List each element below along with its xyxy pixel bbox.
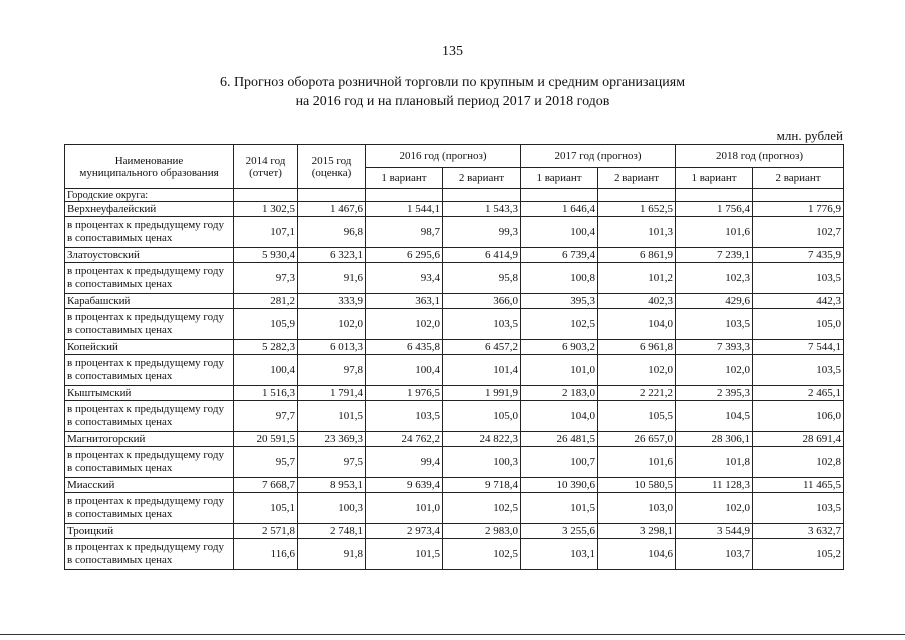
percent-cell: 101,5 [298, 401, 366, 432]
percent-cell: 101,0 [366, 493, 443, 524]
header-2017: 2017 год (прогноз) [521, 145, 676, 168]
table-row [65, 524, 844, 539]
percent-label: в процентах к предыдущему году в сопоставимых ценах [65, 309, 234, 340]
table-row [65, 478, 844, 493]
value-cell: 20 591,5 [234, 432, 298, 447]
table-row [65, 539, 844, 570]
value-cell: 3 255,6 [521, 524, 598, 539]
percent-label: в процентах к предыдущему году в сопоставимых ценах [65, 493, 234, 524]
footer-rule [0, 634, 905, 635]
header-2018-v2: 2 вариант [753, 168, 844, 189]
percent-cell: 102,0 [598, 355, 676, 386]
value-cell: 7 393,3 [676, 340, 753, 355]
municipality-name: Верхнеуфалейский [65, 202, 234, 217]
page-number: 135 [442, 44, 463, 59]
value-cell: 366,0 [443, 294, 521, 309]
percent-cell: 100,8 [521, 263, 598, 294]
percent-cell: 100,7 [521, 447, 598, 478]
percent-cell: 96,8 [298, 217, 366, 248]
municipality-name: Миасский [65, 478, 234, 493]
percent-cell: 101,5 [366, 539, 443, 570]
percent-cell: 104,6 [598, 539, 676, 570]
percent-cell: 102,7 [753, 217, 844, 248]
header-2014: 2014 год (отчет) [234, 145, 298, 189]
municipality-name: Златоустовский [65, 248, 234, 263]
table-row [65, 248, 844, 263]
percent-cell: 102,3 [676, 263, 753, 294]
value-cell: 23 369,3 [298, 432, 366, 447]
percent-cell: 99,4 [366, 447, 443, 478]
table-row [65, 263, 844, 294]
value-cell: 8 953,1 [298, 478, 366, 493]
percent-cell: 100,4 [521, 217, 598, 248]
value-cell: 2 571,8 [234, 524, 298, 539]
percent-cell: 101,5 [521, 493, 598, 524]
percent-cell: 100,3 [298, 493, 366, 524]
header-name: Наименование муниципального образования [65, 145, 234, 189]
table-row [65, 217, 844, 248]
percent-cell: 103,1 [521, 539, 598, 570]
percent-cell: 101,8 [676, 447, 753, 478]
value-cell: 281,2 [234, 294, 298, 309]
value-cell: 1 302,5 [234, 202, 298, 217]
table-row [65, 493, 844, 524]
percent-cell: 104,0 [598, 309, 676, 340]
table-row [65, 309, 844, 340]
value-cell: 442,3 [753, 294, 844, 309]
value-cell: 10 580,5 [598, 478, 676, 493]
value-cell: 7 239,1 [676, 248, 753, 263]
percent-cell: 101,0 [521, 355, 598, 386]
value-cell: 3 298,1 [598, 524, 676, 539]
value-cell: 2 983,0 [443, 524, 521, 539]
percent-cell: 103,5 [676, 309, 753, 340]
table-row [65, 401, 844, 432]
percent-cell: 101,6 [676, 217, 753, 248]
percent-cell: 91,8 [298, 539, 366, 570]
value-cell: 2 221,2 [598, 386, 676, 401]
value-cell: 6 414,9 [443, 248, 521, 263]
value-cell: 1 652,5 [598, 202, 676, 217]
value-cell: 2 973,4 [366, 524, 443, 539]
percent-cell: 105,0 [753, 309, 844, 340]
percent-cell: 100,3 [443, 447, 521, 478]
value-cell: 1 756,4 [676, 202, 753, 217]
section-label: Городские округа: [65, 189, 234, 202]
value-cell: 2 748,1 [298, 524, 366, 539]
value-cell: 2 183,0 [521, 386, 598, 401]
table-row [65, 202, 844, 217]
table-body [65, 189, 844, 570]
value-cell: 1 467,6 [298, 202, 366, 217]
municipality-name: Троицкий [65, 524, 234, 539]
percent-cell: 105,0 [443, 401, 521, 432]
percent-label: в процентах к предыдущему году в сопоставимых ценах [65, 217, 234, 248]
value-cell: 5 930,4 [234, 248, 298, 263]
table-row [65, 294, 844, 309]
value-cell: 6 903,2 [521, 340, 598, 355]
value-cell: 24 822,3 [443, 432, 521, 447]
percent-cell: 101,4 [443, 355, 521, 386]
header-2017-v2: 2 вариант [598, 168, 676, 189]
percent-cell: 103,5 [753, 493, 844, 524]
percent-cell: 105,5 [598, 401, 676, 432]
percent-cell: 103,0 [598, 493, 676, 524]
percent-cell: 105,9 [234, 309, 298, 340]
percent-cell: 101,6 [598, 447, 676, 478]
value-cell: 333,9 [298, 294, 366, 309]
table-row [65, 447, 844, 478]
percent-cell: 100,4 [366, 355, 443, 386]
percent-cell: 102,0 [366, 309, 443, 340]
percent-cell: 116,6 [234, 539, 298, 570]
percent-cell: 102,0 [298, 309, 366, 340]
percent-cell: 97,8 [298, 355, 366, 386]
percent-label: в процентах к предыдущему году в сопоставимых ценах [65, 401, 234, 432]
header-2016: 2016 год (прогноз) [366, 145, 521, 168]
percent-cell: 95,8 [443, 263, 521, 294]
value-cell: 1 991,9 [443, 386, 521, 401]
percent-cell: 97,3 [234, 263, 298, 294]
value-cell: 28 306,1 [676, 432, 753, 447]
percent-cell: 102,5 [443, 539, 521, 570]
percent-cell: 104,0 [521, 401, 598, 432]
header-2018: 2018 год (прогноз) [676, 145, 844, 168]
value-cell: 3 632,7 [753, 524, 844, 539]
value-cell: 6 295,6 [366, 248, 443, 263]
percent-cell: 103,5 [753, 263, 844, 294]
percent-label: в процентах к предыдущему году в сопоставимых ценах [65, 539, 234, 570]
percent-cell: 102,0 [676, 493, 753, 524]
table-row [65, 432, 844, 447]
value-cell: 1 543,3 [443, 202, 521, 217]
percent-label: в процентах к предыдущему году в сопоставимых ценах [65, 263, 234, 294]
value-cell: 10 390,6 [521, 478, 598, 493]
retail-forecast-table [64, 144, 844, 570]
units-label: млн. рублей [776, 128, 843, 143]
title-line-2: на 2016 год и на плановый период 2017 и 2018 годов [295, 94, 610, 109]
percent-cell: 101,3 [598, 217, 676, 248]
percent-label: в процентах к предыдущему году в сопоставимых ценах [65, 355, 234, 386]
value-cell: 3 544,9 [676, 524, 753, 539]
percent-cell: 106,0 [753, 401, 844, 432]
value-cell: 24 762,2 [366, 432, 443, 447]
table-row [65, 355, 844, 386]
document-title [0, 73, 905, 111]
value-cell: 28 691,4 [753, 432, 844, 447]
value-cell: 26 657,0 [598, 432, 676, 447]
value-cell: 9 639,4 [366, 478, 443, 493]
value-cell: 6 961,8 [598, 340, 676, 355]
value-cell: 429,6 [676, 294, 753, 309]
value-cell: 6 323,1 [298, 248, 366, 263]
value-cell: 5 282,3 [234, 340, 298, 355]
percent-cell: 103,5 [366, 401, 443, 432]
percent-cell: 103,5 [753, 355, 844, 386]
municipality-name: Карабашский [65, 294, 234, 309]
value-cell: 1 544,1 [366, 202, 443, 217]
value-cell: 1 976,5 [366, 386, 443, 401]
table-row [65, 386, 844, 401]
percent-cell: 102,5 [443, 493, 521, 524]
percent-cell: 107,1 [234, 217, 298, 248]
percent-cell: 95,7 [234, 447, 298, 478]
percent-cell: 91,6 [298, 263, 366, 294]
percent-cell: 97,5 [298, 447, 366, 478]
percent-cell: 102,0 [676, 355, 753, 386]
header-2017-v1: 1 вариант [521, 168, 598, 189]
value-cell: 2 395,3 [676, 386, 753, 401]
value-cell: 11 128,3 [676, 478, 753, 493]
header-2016-v1: 1 вариант [366, 168, 443, 189]
percent-label: в процентах к предыдущему году в сопоставимых ценах [65, 447, 234, 478]
percent-cell: 105,1 [234, 493, 298, 524]
value-cell: 1 646,4 [521, 202, 598, 217]
value-cell: 402,3 [598, 294, 676, 309]
municipality-name: Кыштымский [65, 386, 234, 401]
value-cell: 6 013,3 [298, 340, 366, 355]
value-cell: 1 516,3 [234, 386, 298, 401]
value-cell: 2 465,1 [753, 386, 844, 401]
header-2018-v1: 1 вариант [676, 168, 753, 189]
value-cell: 7 668,7 [234, 478, 298, 493]
municipality-name: Копейский [65, 340, 234, 355]
value-cell: 11 465,5 [753, 478, 844, 493]
value-cell: 1 791,4 [298, 386, 366, 401]
percent-cell: 98,7 [366, 217, 443, 248]
header-2016-v2: 2 вариант [443, 168, 521, 189]
value-cell: 26 481,5 [521, 432, 598, 447]
value-cell: 6 457,2 [443, 340, 521, 355]
table-row [65, 340, 844, 355]
percent-cell: 93,4 [366, 263, 443, 294]
header-2015: 2015 год (оценка) [298, 145, 366, 189]
section-row [65, 189, 844, 202]
percent-cell: 97,7 [234, 401, 298, 432]
percent-cell: 99,3 [443, 217, 521, 248]
municipality-name: Магнитогорский [65, 432, 234, 447]
percent-cell: 101,2 [598, 263, 676, 294]
value-cell: 7 544,1 [753, 340, 844, 355]
percent-cell: 100,4 [234, 355, 298, 386]
percent-cell: 105,2 [753, 539, 844, 570]
value-cell: 6 861,9 [598, 248, 676, 263]
percent-cell: 104,5 [676, 401, 753, 432]
percent-cell: 102,8 [753, 447, 844, 478]
title-line-1: 6. Прогноз оборота розничной торговли по крупным и средним организациям [219, 75, 686, 90]
value-cell: 6 435,8 [366, 340, 443, 355]
percent-cell: 103,5 [443, 309, 521, 340]
value-cell: 395,3 [521, 294, 598, 309]
value-cell: 6 739,4 [521, 248, 598, 263]
percent-cell: 103,7 [676, 539, 753, 570]
value-cell: 9 718,4 [443, 478, 521, 493]
value-cell: 363,1 [366, 294, 443, 309]
value-cell: 1 776,9 [753, 202, 844, 217]
value-cell: 7 435,9 [753, 248, 844, 263]
percent-cell: 102,5 [521, 309, 598, 340]
